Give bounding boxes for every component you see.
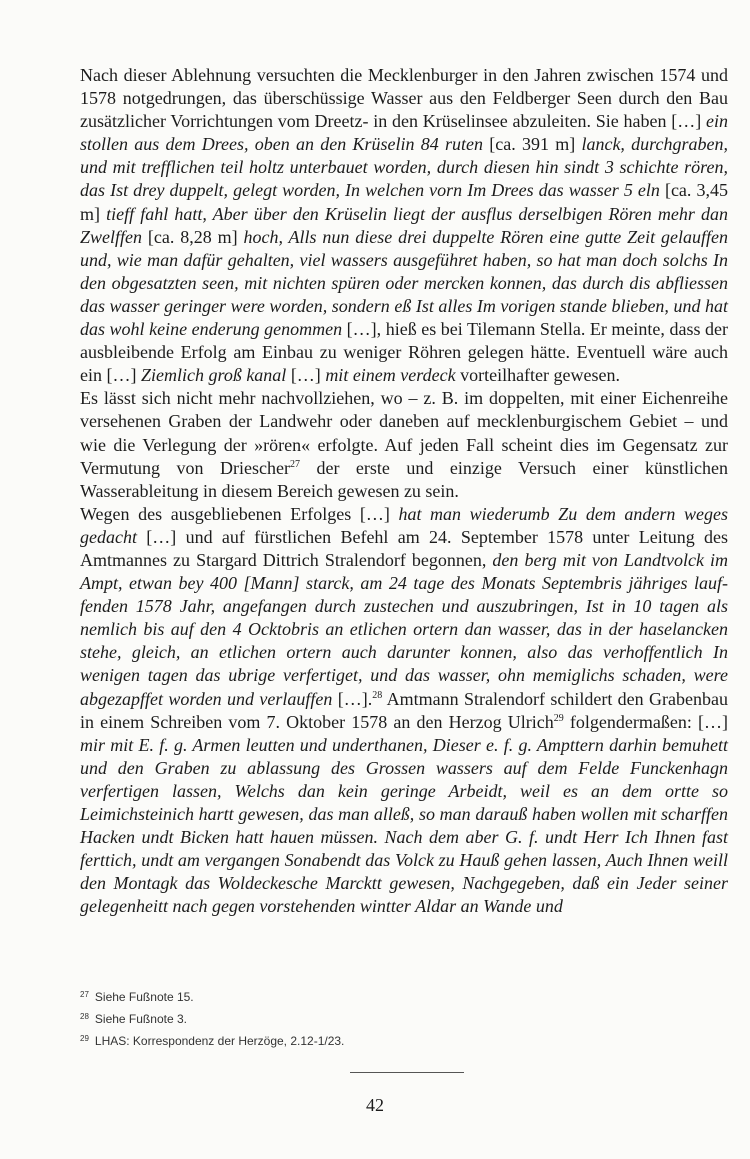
quote-italic: hat man wiederumb Zu dem andern weges gedacht [80, 503, 728, 547]
footnote-number: 27 [80, 990, 89, 999]
paragraph [80, 387, 728, 502]
footnote [80, 1008, 700, 1030]
text-run: [ca. 391 m] [483, 134, 582, 155]
footnote [80, 1030, 700, 1052]
quote-italic: mit einem verdeck [325, 365, 456, 386]
quote-italic: hoch, Alls nun diese drei duppelte Rören eine gutte Zeit gelauffen und, wie man dafür gehalten, viel wassers ausgeführet haben, so hat man doch solchs In den obgesatzten seen, mit nichten spüren oder mercken konnen, das durch dis abfliessen das wasser geringer were worden, sondern eß Ist alles Im vorigen stande blieben, und hat das wohl keine enderung genommen [80, 226, 729, 340]
footnote-ref: 29 [553, 712, 564, 724]
footnote-ref: 28 [372, 689, 383, 701]
text-run: […], hieß es bei Tilemann Stella. Er meinte, dass der ausbleibende Erfolg am Einbau zu weniger Röhren gelegen hätte. Eventuell wäre auch ein […] [80, 319, 728, 386]
quote-italic: mir mit E. f. g. Armen leutten und underthanen, Dieser e. f. g. Ampttern darhin bemuhett und den Graben zu ablassung des Grossen wassers auf dem Felde Funckenhagn verfertigen lassen, Welchs dan kein geringe Arbeidt, weil es an dem ortte so Leimichsteinich hartt gewesen, das man alleß, so man darauß haben wollen mit scharffen Hacken undt Bicken hatt hauen müssen. Nach dem aber G. f. undt Herr Ich Ihnen fast ferttich, undt am vergangen Sonabendt das Volck zu Hauß gehen lassen, Auch Ihnen weill den Montagk das Woldeckesche Marcktt gewesen, Nachgegeben, daß ein Jeder seiner gelegenheitt nach gegen vorstehenden wintter Aldar an Wande und [80, 734, 728, 917]
text-run: folgendermaßen: […] [563, 711, 728, 732]
text-run: vorteilhafter gewesen. [455, 365, 621, 386]
quote-italic: lanck, durchgraben, und mit trefflichen teil holtz unterbauet worden, durch diesen hin sindt 3 schichte rören, das Ist drey duppelt, gelegt worden, In welchen vorn Im Drees das wasser 5 eln [80, 134, 728, 201]
text-run: […] und auf fürstlichen Befehl am 24. September 1578 unter Leitung des Amtmannes zu Stargard Dittrich Stralendorf begonnen, [80, 526, 728, 570]
footnote-text: Siehe Fußnote 15. [94, 990, 194, 1004]
footnote-number: 29 [80, 1034, 89, 1043]
text-run: [ca. 8,28 m] [142, 226, 244, 247]
text-run: Nach dieser Ablehnung versuchten die Mecklenburger in den Jahren zwischen 1574 und 1578 notgedrungen, das überschüssige Wasser aus den Feldberger Seen durch den Bau zusätzlicher Vorrichtungen vom Dreetz- in den Krüselinsee abzuleiten. Sie haben […] [80, 65, 728, 132]
text-run: Wegen des ausgebliebenen Erfolges […] [80, 503, 399, 524]
text-run: […]. [332, 688, 373, 709]
text-run: der erste und einzige Versuch einer künstlichen Wasserableitung in diesem Bereich gewesen zu sein. [80, 457, 728, 501]
body-text [80, 64, 728, 918]
footnote-number: 28 [80, 1012, 89, 1021]
footnote-text: LHAS: Korrespondenz der Herzöge, 2.12-1/23. [94, 1034, 345, 1048]
footnote [80, 986, 700, 1008]
footnote-text: Siehe Fußnote 3. [94, 1012, 187, 1026]
footnote-ref: 27 [289, 458, 300, 470]
quote-italic: tieff fahl hatt, Aber über den Krüselin liegt der ausflus derselbigen Rören mehr dan Zwelffen [80, 203, 728, 247]
quote-italic: Ziemlich groß kanal [140, 365, 287, 386]
paragraph [80, 503, 728, 919]
quote-italic: den berg mit von Landtvolck im Ampt, etwan bey 400 [Mann] starck, am 24 tage des Monats Septembris jähriges lauffenden 1578 Jahr, angefangen durch zustechen und auszubringen, Ist in 10 tagen als nemlich bis auf den 4 Ocktobris an etlichen ortern dan wasser, das in der haselancken stehe, gleich, an etlichen ortern auch darunter konnen, also das verhoffentlich In wenigen tagen das ubrige verfertiget, und das wasser, ohn memiglichs schaden, were abgezapffet worden und verlauffen [80, 549, 728, 709]
text-run: […] [286, 365, 326, 386]
text-run: Amtmann Stralendorf schildert den Grabenbau in einem Schreiben vom 7. Oktober 1578 an den Herzog Ulrich [80, 688, 728, 732]
page-number: 42 [366, 1095, 384, 1115]
text-run: [ca. 3,45 m] [80, 180, 728, 224]
paragraph [80, 64, 728, 387]
footnotes [80, 986, 700, 1052]
quote-italic: ein stollen aus dem Drees, oben an den Krüselin 84 ruten [80, 111, 728, 155]
page-number-rule [350, 1072, 464, 1073]
text-run: Es lässt sich nicht mehr nachvollziehen, wo – z. B. im doppelten, mit einer Eichenreihe versehenen Graben der Landwehr oder daneben auf mecklenburgischem Gebiet – und wie die Verlegung der »rören« erfolgte. Auf jeden Fall scheint dies im Gegensatz zur Vermutung von Driescher [80, 388, 728, 478]
